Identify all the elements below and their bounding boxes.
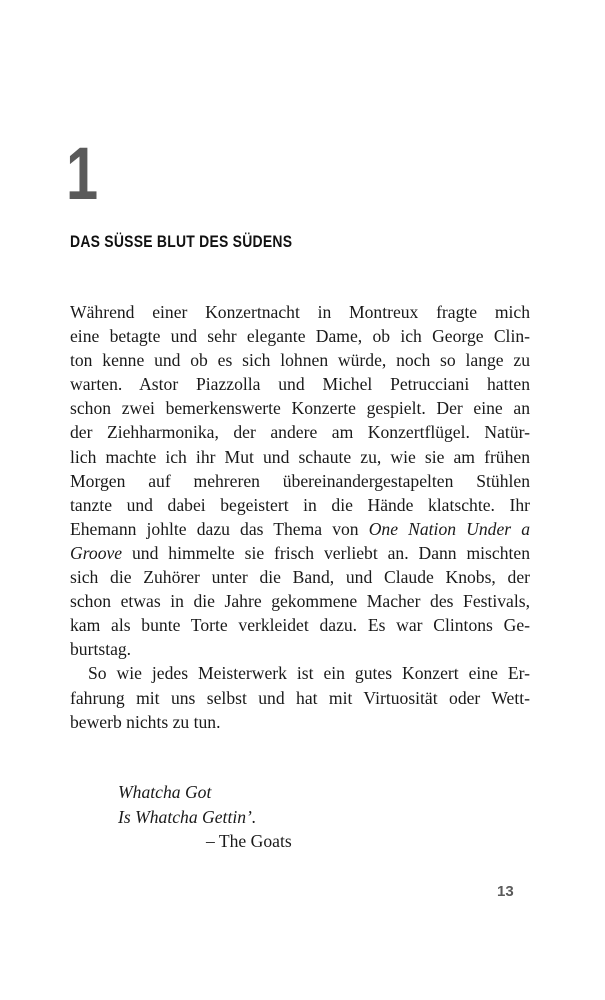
- body-line: schon zwei bemerkenswerte Konzerte gespielt. Der eine an: [70, 398, 530, 419]
- body-line: So wie jedes Meisterwerk ist ein gutes Konzert eine Er-: [88, 663, 530, 684]
- song-title-italic: One Nation Under a: [368, 518, 530, 539]
- body-line: warten. Astor Piazzolla und Michel Petrucciani hatten: [70, 374, 530, 395]
- body-line-text: und himmelte sie frisch verliebt an. Dann mischten: [122, 542, 530, 563]
- page-number: 13: [497, 883, 514, 900]
- body-line-text: Ehemann johlte dazu das Thema von: [70, 518, 369, 539]
- body-line: bewerb nichts zu tun.: [70, 711, 221, 732]
- body-line: der Ziehharmonika, der andere am Konzertflügel. Natür-: [70, 422, 530, 443]
- epigraph-attribution: – The Goats: [206, 831, 292, 852]
- body-line: ton kenne und ob es sich lohnen würde, noch so lange zu: [70, 350, 530, 371]
- epigraph: [118, 780, 292, 854]
- chapter-body-text: [70, 300, 530, 734]
- body-line: sich die Zuhörer unter die Band, und Claude Knobs, der: [70, 567, 530, 588]
- song-title-italic: Groove: [70, 542, 123, 563]
- chapter-title: DAS SÜSSE BLUT DES SÜDENS: [70, 232, 293, 251]
- body-line: Morgen auf mehreren übereinandergestapelten Stühlen: [70, 470, 530, 491]
- body-line: burtstag.: [70, 639, 132, 660]
- body-line: eine betagte und sehr elegante Dame, ob ich George Clin-: [70, 326, 530, 347]
- epigraph-line: Whatcha Got: [118, 782, 212, 802]
- body-line: [70, 517, 530, 541]
- body-line: kam als bunte Torte verkleidet dazu. Es war Clintons Ge-: [70, 615, 530, 636]
- chapter-number: 1: [66, 132, 99, 215]
- body-line: tanzte und dabei begeistert in die Hände klatschte. Ihr: [70, 494, 530, 515]
- body-line: lich machte ich ihr Mut und schaute zu, wie sie am frühen: [70, 446, 530, 467]
- body-line: [70, 541, 530, 565]
- epigraph-line: Is Whatcha Gettin’.: [118, 806, 257, 827]
- body-line: fahrung mit uns selbst und hat mit Virtuosität oder Wett-: [70, 687, 530, 708]
- body-line: schon etwas in die Jahre gekommene Macher des Festivals,: [70, 591, 530, 612]
- body-line: Während einer Konzertnacht in Montreux fragte mich: [70, 302, 530, 322]
